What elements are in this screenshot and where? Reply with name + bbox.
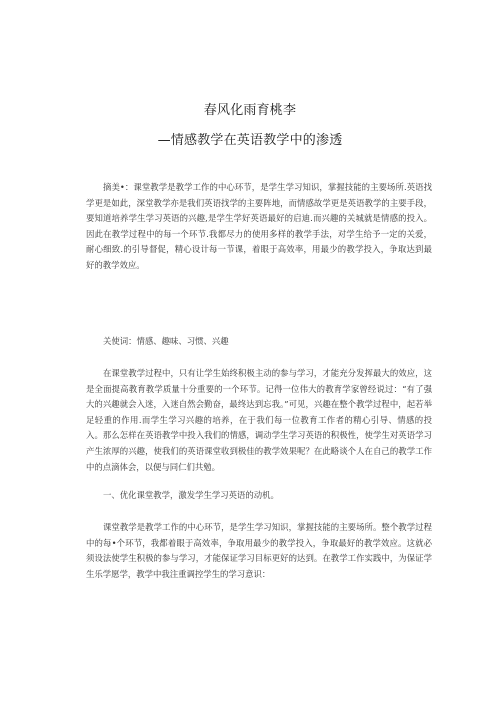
abstract-section — [86, 180, 432, 274]
intro-paragraph: 在课堂教学过程中，只有让学生始终积极主动的参与学习，才能充分发挥最大的效应，这是全面提高教育教学质量十分重要的一个环节。记得一位伟大的教育学家曾经说过：“有了强大的兴趣就会入迷，入迷自然会勤奋，最终达到忘我。”可见，兴趣在整个教学过程中，起若举足轻重的作用.而学生学习兴趣的培养，在于我们每一位教育工作者的精心引导、情感的投入。那么怎样在英语教学中投入我们的情感，调动学生学习英语的积极性，使学生对英语学习产生浓厚的兴趣，使我们的英语课堂收到极佳的教学效果呢？在此略谈个人在自己的教学工作中的点滴体会，以便与同仁们共勉。 — [86, 368, 432, 472]
keywords-section — [86, 334, 432, 350]
section-heading: 一、优化课堂教学，激发学生学习英语的动机。 — [103, 490, 279, 500]
keywords-line: 关使词：情感、趣味、习惯、兴趣 — [103, 336, 229, 346]
intro-section — [86, 366, 432, 475]
document-title: 春风化雨育桃李 — [203, 103, 297, 118]
document-subtitle: —情感教学在英语教学中的渗透 — [157, 133, 343, 148]
section-body-paragraph: 课堂教学是教学工作的中心环节，是学生学习知识，掌握技能的主要场所。整个教学过程中的每•个环节，我都着眼于高效率，争取用最少的教学投入，争取最好的教学效应。这就必须设法使学生积极的参与学习，才能保证学习目标更好的达到。在教学工作实践中，为保证学生乐学愿学，教学中我注重调控学生的学习意识： — [86, 522, 432, 579]
section-heading-block — [86, 488, 432, 504]
section-body-block — [86, 520, 432, 582]
abstract-paragraph: 摘美•：课堂教学是教学工作的中心环节，是学生学习知识，掌握技能的主要场所.英语找学更是如此，深堂教学亦是我们英语找学的主要阵地，而情感故学更是英语教学的主要手段，要知道培养学生学习英语的兴趣,是学生学好英语最好的启迪.而兴趣的关城就是情感的投入。因此在教学过程中的每一个环节.我都尽力的使用多样的教学手法，对学生给予一定的关爱，耐心细致.的引导督促，精心设计每一节课，着眼于高效率，用最少的教学投入，争取达到最好的教学效应。 — [86, 182, 432, 270]
